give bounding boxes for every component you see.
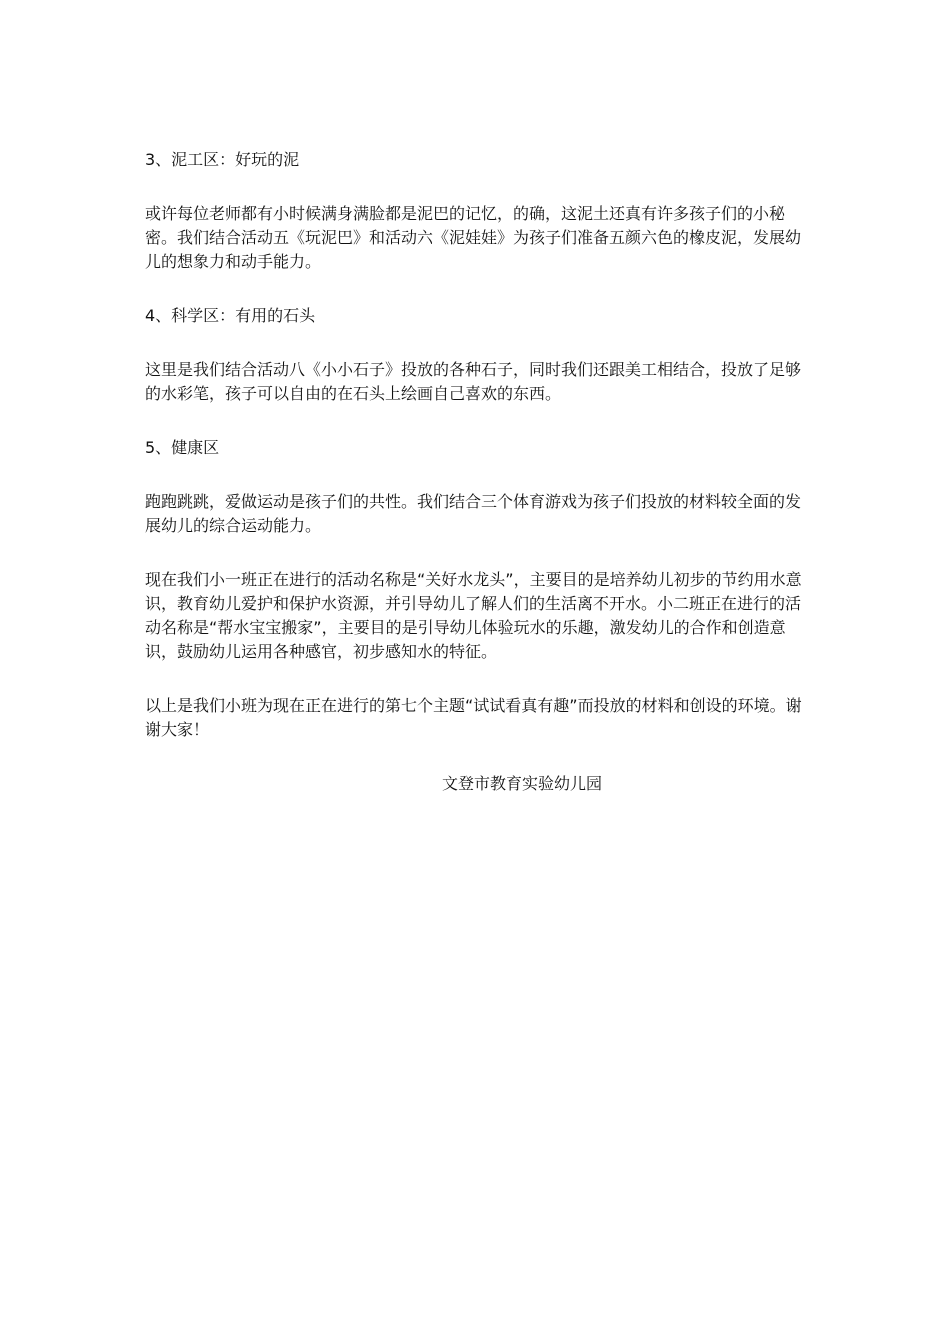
paragraph-class-activities: 现在我们小一班正在进行的活动名称是“关好水龙头”，主要目的是培养幼儿初步的节约用水意识，教育幼儿爱护和保护水资源，并引导幼儿了解人们的生活离不开水。小二班正在进行的活动名称是“帮水宝宝搬家”，主要目的是引导幼儿体验玩水的乐趣，激发幼儿的合作和创造意识，鼓励幼儿运用各种感官，初步感知水的特征。 (145, 570, 802, 661)
section-heading-health: 5、健康区 (145, 438, 220, 457)
section-heading-science: 4、科学区：有用的石头 (145, 306, 316, 325)
section-body-health: 跑跑跳跳，爱做运动是孩子们的共性。我们结合三个体育游戏为孩子们投放的材料较全面的发展幼儿的综合运动能力。 (145, 492, 802, 535)
signature: 文登市教育实验幼儿园 (442, 774, 603, 793)
document-body (145, 148, 810, 796)
section-body-science: 这里是我们结合活动八《小小石子》投放的各种石子，同时我们还跟美工相结合，投放了足够的水彩笔，孩子可以自由的在石头上绘画自己喜欢的东西。 (145, 360, 802, 403)
section-body-clay: 或许每位老师都有小时候满身满脸都是泥巴的记忆，的确，这泥土还真有许多孩子们的小秘密。我们结合活动五《玩泥巴》和活动六《泥娃娃》为孩子们准备五颜六色的橡皮泥，发展幼儿的想象力和动手能力。 (145, 204, 802, 271)
section-heading-clay: 3、泥工区：好玩的泥 (145, 150, 300, 169)
paragraph-closing: 以上是我们小班为现在正在进行的第七个主题“试试看真有趣”而投放的材料和创设的环境。谢谢大家！ (145, 696, 802, 739)
